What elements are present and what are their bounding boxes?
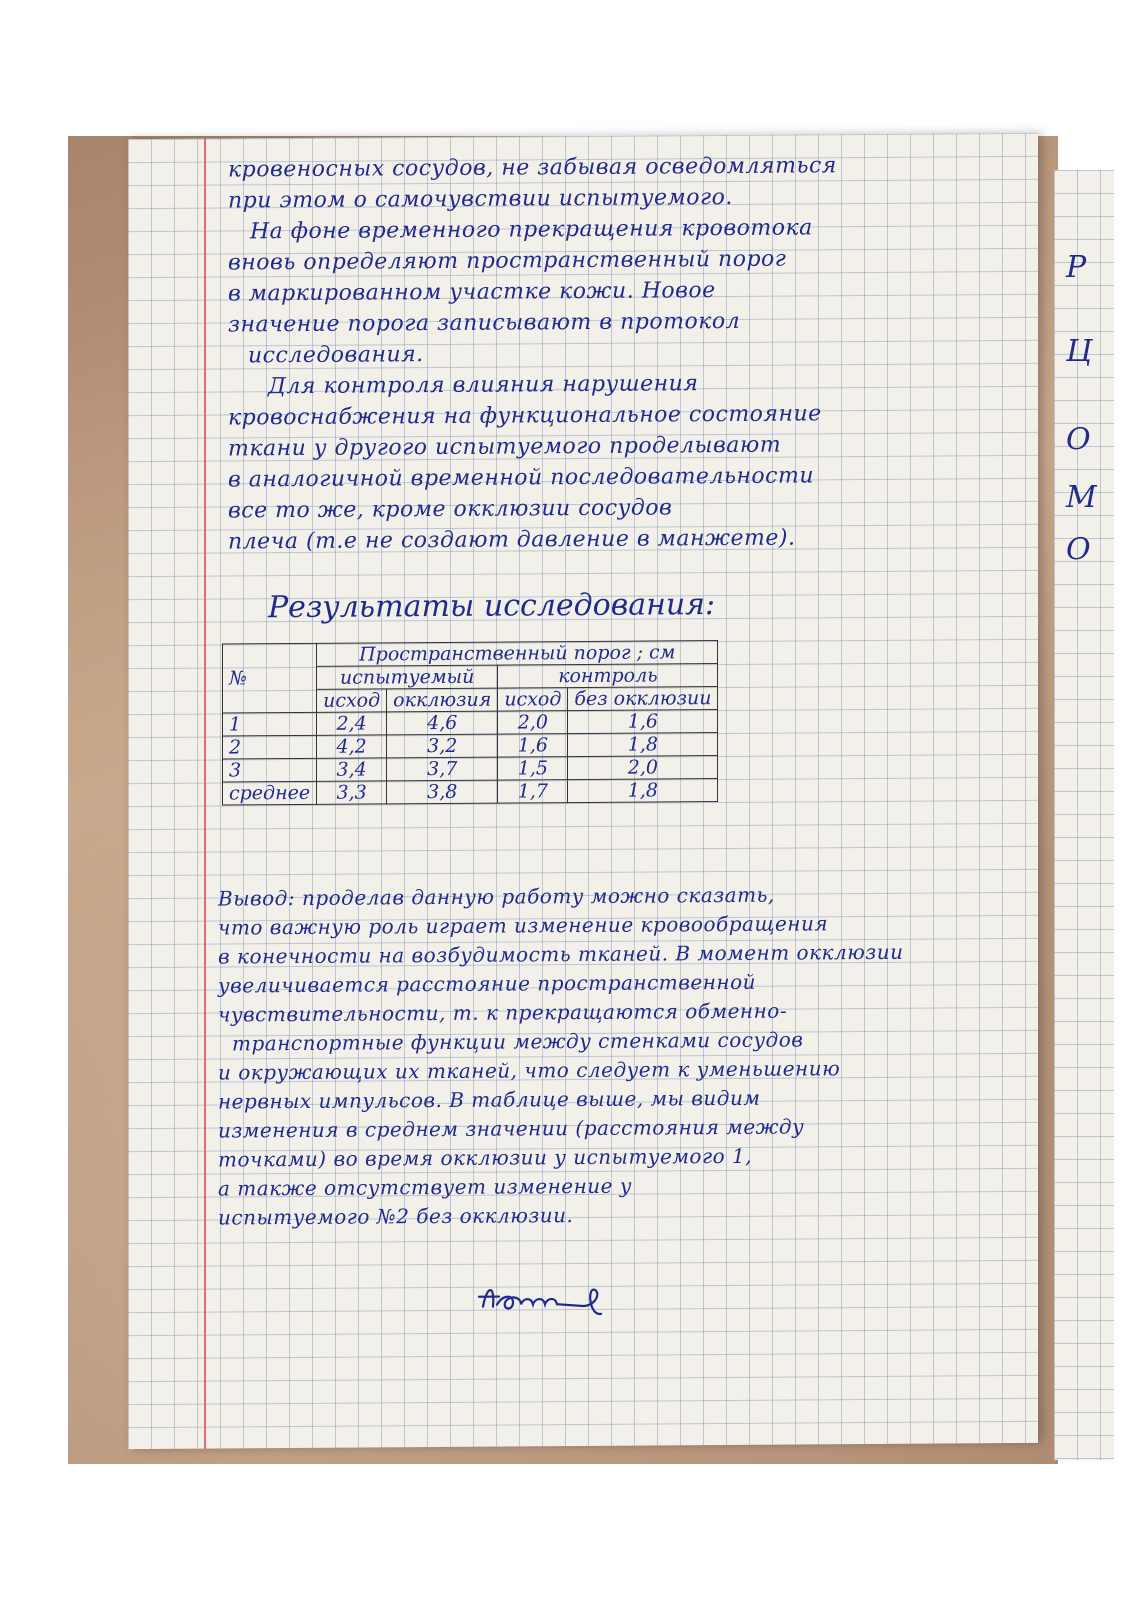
- table-cell: 1,6: [568, 710, 718, 734]
- conclusion-line: нервных импульсов. В таблице выше, мы видим: [218, 1085, 761, 1114]
- table-cell: 1,7: [498, 780, 568, 803]
- table-cell: 3,3: [317, 781, 387, 804]
- conclusion-text: [218, 881, 1018, 1235]
- conclusion-line: и окружающих их тканей, что следует к уменьшению: [218, 1056, 841, 1085]
- sub-header: исход: [317, 689, 387, 712]
- table-row: [223, 710, 718, 736]
- handwritten-text: [228, 153, 1028, 562]
- results-table: [222, 640, 718, 805]
- group-subject-header: испытуемый: [317, 665, 498, 689]
- table-cell: 1,6: [498, 734, 568, 757]
- table-cell: 3,2: [387, 734, 498, 758]
- conclusion-line: увеличивается расстояние пространственной: [218, 969, 757, 998]
- text-line: ткани у другого испытуемого проделывают: [228, 432, 782, 462]
- right-page-fragment: О: [1066, 532, 1091, 567]
- table-cell: 3,7: [387, 757, 498, 781]
- right-page-fragment: Р: [1066, 250, 1087, 285]
- col-number-header: №: [223, 643, 317, 713]
- conclusion-line: чувствительности, т. к прекращаются обменно-: [218, 998, 788, 1027]
- group-control-header: контроль: [498, 664, 718, 689]
- results-heading: Результаты исследования:: [268, 587, 716, 626]
- text-line: кровеносных сосудов, не забывая осведомляться: [228, 153, 837, 183]
- row-label: среднее: [223, 781, 317, 805]
- text-line: в аналогичной временной последовательности: [228, 463, 815, 493]
- red-margin-line: [204, 139, 206, 1449]
- table-row: [223, 779, 718, 805]
- text-line: значение порога записывают в протокол: [228, 308, 741, 338]
- conclusion-line: что важную роль играет изменение кровообращения: [218, 911, 829, 940]
- right-page-fragment: О: [1066, 422, 1091, 457]
- adjacent-page-edge: [1054, 170, 1114, 1460]
- conclusion-line: транспортные функции между стенками сосудов: [232, 1027, 804, 1056]
- conclusion-line: точками) во время окклюзии у испытуемого 1,: [218, 1143, 753, 1172]
- handwritten-signature: [473, 1276, 653, 1321]
- right-page-fragment: М: [1066, 480, 1097, 515]
- table-row: [223, 733, 718, 759]
- sub-header: исход: [498, 688, 568, 711]
- table-cell: 4,2: [317, 735, 387, 758]
- text-line: Для контроля влияния нарушения: [268, 371, 699, 400]
- table-cell: 3,8: [387, 780, 498, 804]
- row-label: 2: [223, 735, 317, 759]
- right-page-fragment: Ц: [1066, 334, 1093, 369]
- table-cell: 1,8: [568, 733, 718, 757]
- text-line: На фоне временного прекращения кровотока: [250, 215, 813, 245]
- text-line: в маркированном участке кожи. Новое: [228, 278, 716, 307]
- sub-header: без окклюзии: [568, 687, 718, 711]
- conclusion-line: в конечности на возбудимость тканей. В момент окклюзии: [218, 939, 904, 969]
- table-cell: 2,4: [317, 712, 387, 735]
- text-line: при этом о самочувствии испытуемого.: [228, 184, 733, 214]
- conclusion-line: а также отсутствует изменение у: [218, 1173, 632, 1201]
- notebook-photo: [68, 136, 1097, 1464]
- table-cell: 2,0: [498, 711, 568, 734]
- sub-header: окклюзия: [387, 688, 498, 712]
- text-line: исследования.: [248, 342, 424, 369]
- text-line: все то же, кроме окклюзии сосудов: [228, 495, 673, 524]
- table-main-header: Пространственный порог ; см: [317, 641, 718, 667]
- text-line: вновь определяют пространственный порог: [228, 246, 787, 276]
- table-row: [223, 756, 718, 782]
- table-cell: 1,5: [498, 757, 568, 780]
- conclusion-line: изменения в среднем значении (расстояния между: [218, 1114, 805, 1143]
- table-cell: 2,0: [568, 756, 718, 780]
- notebook-page: [128, 133, 1038, 1449]
- text-line: кровоснабжения на функциональное состояние: [228, 401, 822, 431]
- text-line: плеча (т.е не создают давление в манжете).: [228, 525, 796, 555]
- table-cell: 1,8: [568, 779, 718, 803]
- conclusion-line: испытуемого №2 без окклюзии.: [218, 1203, 574, 1230]
- row-label: 3: [223, 758, 317, 782]
- table-cell: 4,6: [387, 711, 498, 735]
- table-cell: 3,4: [317, 758, 387, 781]
- conclusion-line: Вывод: проделав данную работу можно сказать,: [218, 882, 775, 911]
- row-label: 1: [223, 712, 317, 736]
